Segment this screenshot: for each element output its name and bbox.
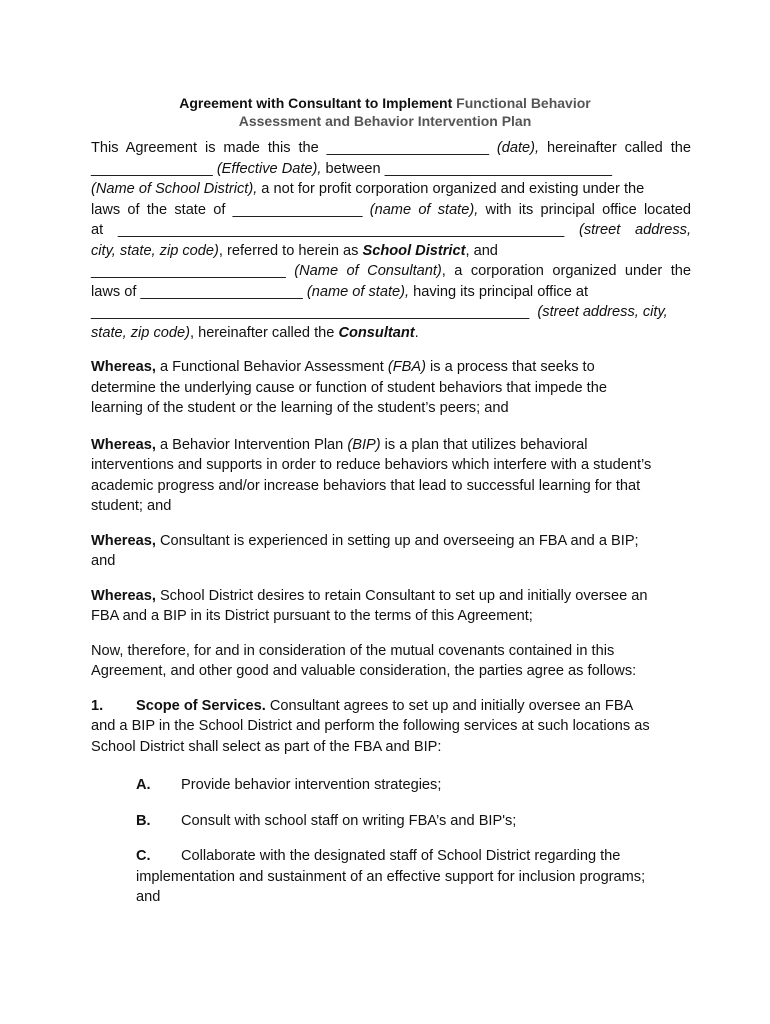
title-line-1-gray: Functional Behavior (456, 95, 591, 111)
whereas-paragraph-fba: Whereas, a Functional Behavior Assessment (FBA) is a process that seeks to determine the underlying cause or function of student behaviors that impede the learning of the student or the learning of the student’s peers; and (91, 359, 607, 416)
list-item-b: B. Consult with school staff on writing FBA’s and BIP's; (91, 811, 691, 832)
now-therefore-paragraph: Now, therefore, for and in consideration of the mutual covenants contained in this Agreement, and other good and valuable consideration, the parties agree as follows: (91, 642, 637, 679)
title-line-1 (0, 94, 770, 112)
intro-line: _______________ (Effective Date), between ____________________________ (91, 160, 612, 177)
whereas-label: Whereas, (91, 532, 156, 549)
item-letter: B. (136, 812, 151, 829)
section-heading: Scope of Services. (136, 697, 266, 714)
whereas-label: Whereas, (91, 587, 156, 604)
whereas-label: Whereas, (91, 436, 156, 453)
intro-line: state, zip code), hereinafter called the Consultant. (91, 324, 419, 341)
list-item-c: C. Collaborate with the designated staff of School District regarding the implementation and sustainment of an effective support for inclusion programs; and (136, 848, 646, 905)
whereas-label: Whereas, (91, 359, 156, 375)
title-line-2: Assessment and Behavior Intervention Plan (238, 113, 532, 129)
intro-line: ________________________ (Name of Consultant), a corporation organized under the (91, 263, 691, 279)
intro-line: (Name of School District), a not for profit corporation organized and existing under the (91, 181, 645, 197)
document-title (0, 94, 770, 130)
intro-line: at _______________________________________________________ (street address, (91, 222, 691, 238)
intro-line: laws of ____________________ (name of state), having its principal office at (91, 283, 589, 300)
whereas-paragraph-bip: Whereas, a Behavior Intervention Plan (BIP) is a plan that utilizes behavioral interventions and supports in order to reduce behaviors which interfere with a student’s academic progress and/or increase behaviors that lead to successful learning for that student; and (91, 436, 652, 514)
intro-line: laws of the state of ________________ (name of state), with its principal office located (91, 201, 692, 218)
whereas-paragraph-retain: Whereas, School District desires to retain Consultant to set up and initially oversee an FBA and a BIP in its District pursuant to the terms of this Agreement; (91, 587, 648, 624)
intro-line: ______________________________________________________ (street address, city, (91, 304, 668, 320)
intro-line: city, state, zip code), referred to herein as School District, and (91, 242, 498, 259)
document-body (91, 138, 691, 908)
section-number: 1. (91, 697, 104, 714)
title-line-1-black: Agreement with Consultant to Implement (179, 95, 457, 111)
section-1-scope-of-services: 1. Scope of Services. Consultant agrees to set up and initially oversee an FBA and a BIP in the School District and perform the following services at such locations as School District shall select as part of the FBA and BIP: (91, 697, 650, 755)
intro-line: This Agreement is made this the ____________________ (date), hereinafter called the (91, 140, 691, 156)
item-letter: A. (136, 777, 151, 793)
intro-paragraph (91, 138, 691, 343)
whereas-paragraph-experience: Whereas, Consultant is experienced in setting up and overseeing an FBA and a BIP; and (91, 532, 639, 569)
item-letter: C. (136, 848, 151, 864)
list-item-a: A. Provide behavior intervention strategies; (91, 775, 691, 796)
